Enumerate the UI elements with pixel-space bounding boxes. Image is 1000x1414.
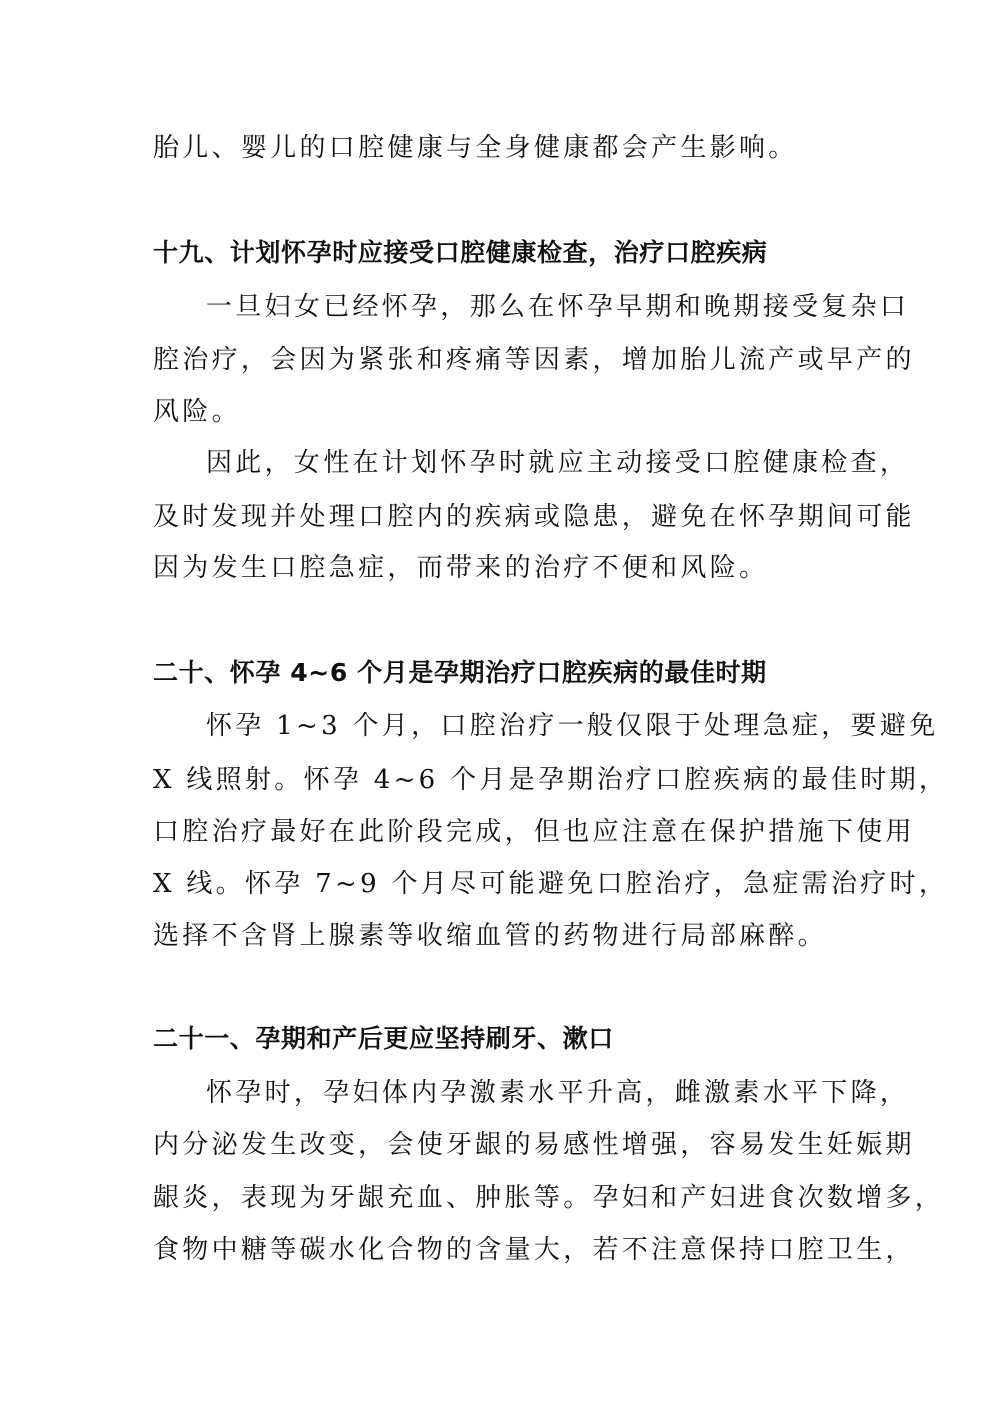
body-text-line: 胎儿、婴儿的口腔健康与全身健康都会产生影响。 xyxy=(153,133,798,163)
section-heading: 二十一、孕期和产后更应坚持刷牙、漱口 xyxy=(153,1024,614,1053)
body-text-line: 口腔治疗最好在此阶段完成，但也应注意在保护措施下使用 xyxy=(153,817,915,847)
body-text-line: 选择不含肾上腺素等收缩血管的药物进行局部麻醉。 xyxy=(153,921,827,951)
body-text-line: 怀孕 1~3 个月，口腔治疗一般仅限于处理急症，要避免 xyxy=(206,711,939,741)
body-text-line: 风险。 xyxy=(153,397,241,427)
section-heading: 二十、怀孕 4~6 个月是孕期治疗口腔疾病的最佳时期 xyxy=(153,658,767,687)
body-text-line: 腔治疗，会因为紧张和疼痛等因素，增加胎儿流产或早产的 xyxy=(153,345,915,375)
body-text-line: 龈炎，表现为牙龈充血、肿胀等。孕妇和产妇进食次数增多， xyxy=(153,1183,945,1213)
body-text-line: 一旦妇女已经怀孕，那么在怀孕早期和晚期接受复杂口 xyxy=(206,292,910,322)
body-text-line: 内分泌发生改变，会使牙龈的易感性增强，容易发生妊娠期 xyxy=(153,1130,915,1160)
section-heading: 十九、计划怀孕时应接受口腔健康检查，治疗口腔疾病 xyxy=(153,238,768,267)
body-text-line: 因为发生口腔急症，而带来的治疗不便和风险。 xyxy=(153,553,769,583)
body-text-line: 食物中糖等碳水化合物的含量大，若不注意保持口腔卫生， xyxy=(153,1235,915,1265)
body-text-line: 怀孕时，孕妇体内孕激素水平升高，雌激素水平下降， xyxy=(206,1078,910,1108)
body-text-line: 因此，女性在计划怀孕时就应主动接受口腔健康检查， xyxy=(206,448,910,478)
body-text-line: 及时发现并处理口腔内的疾病或隐患，避免在怀孕期间可能 xyxy=(153,502,915,532)
body-text-line: X 线照射。怀孕 4~6 个月是孕期治疗口腔疾病的最佳时期， xyxy=(153,765,949,795)
body-text-line: X 线。怀孕 7~9 个月尽可能避免口腔治疗，急症需治疗时， xyxy=(153,869,949,899)
